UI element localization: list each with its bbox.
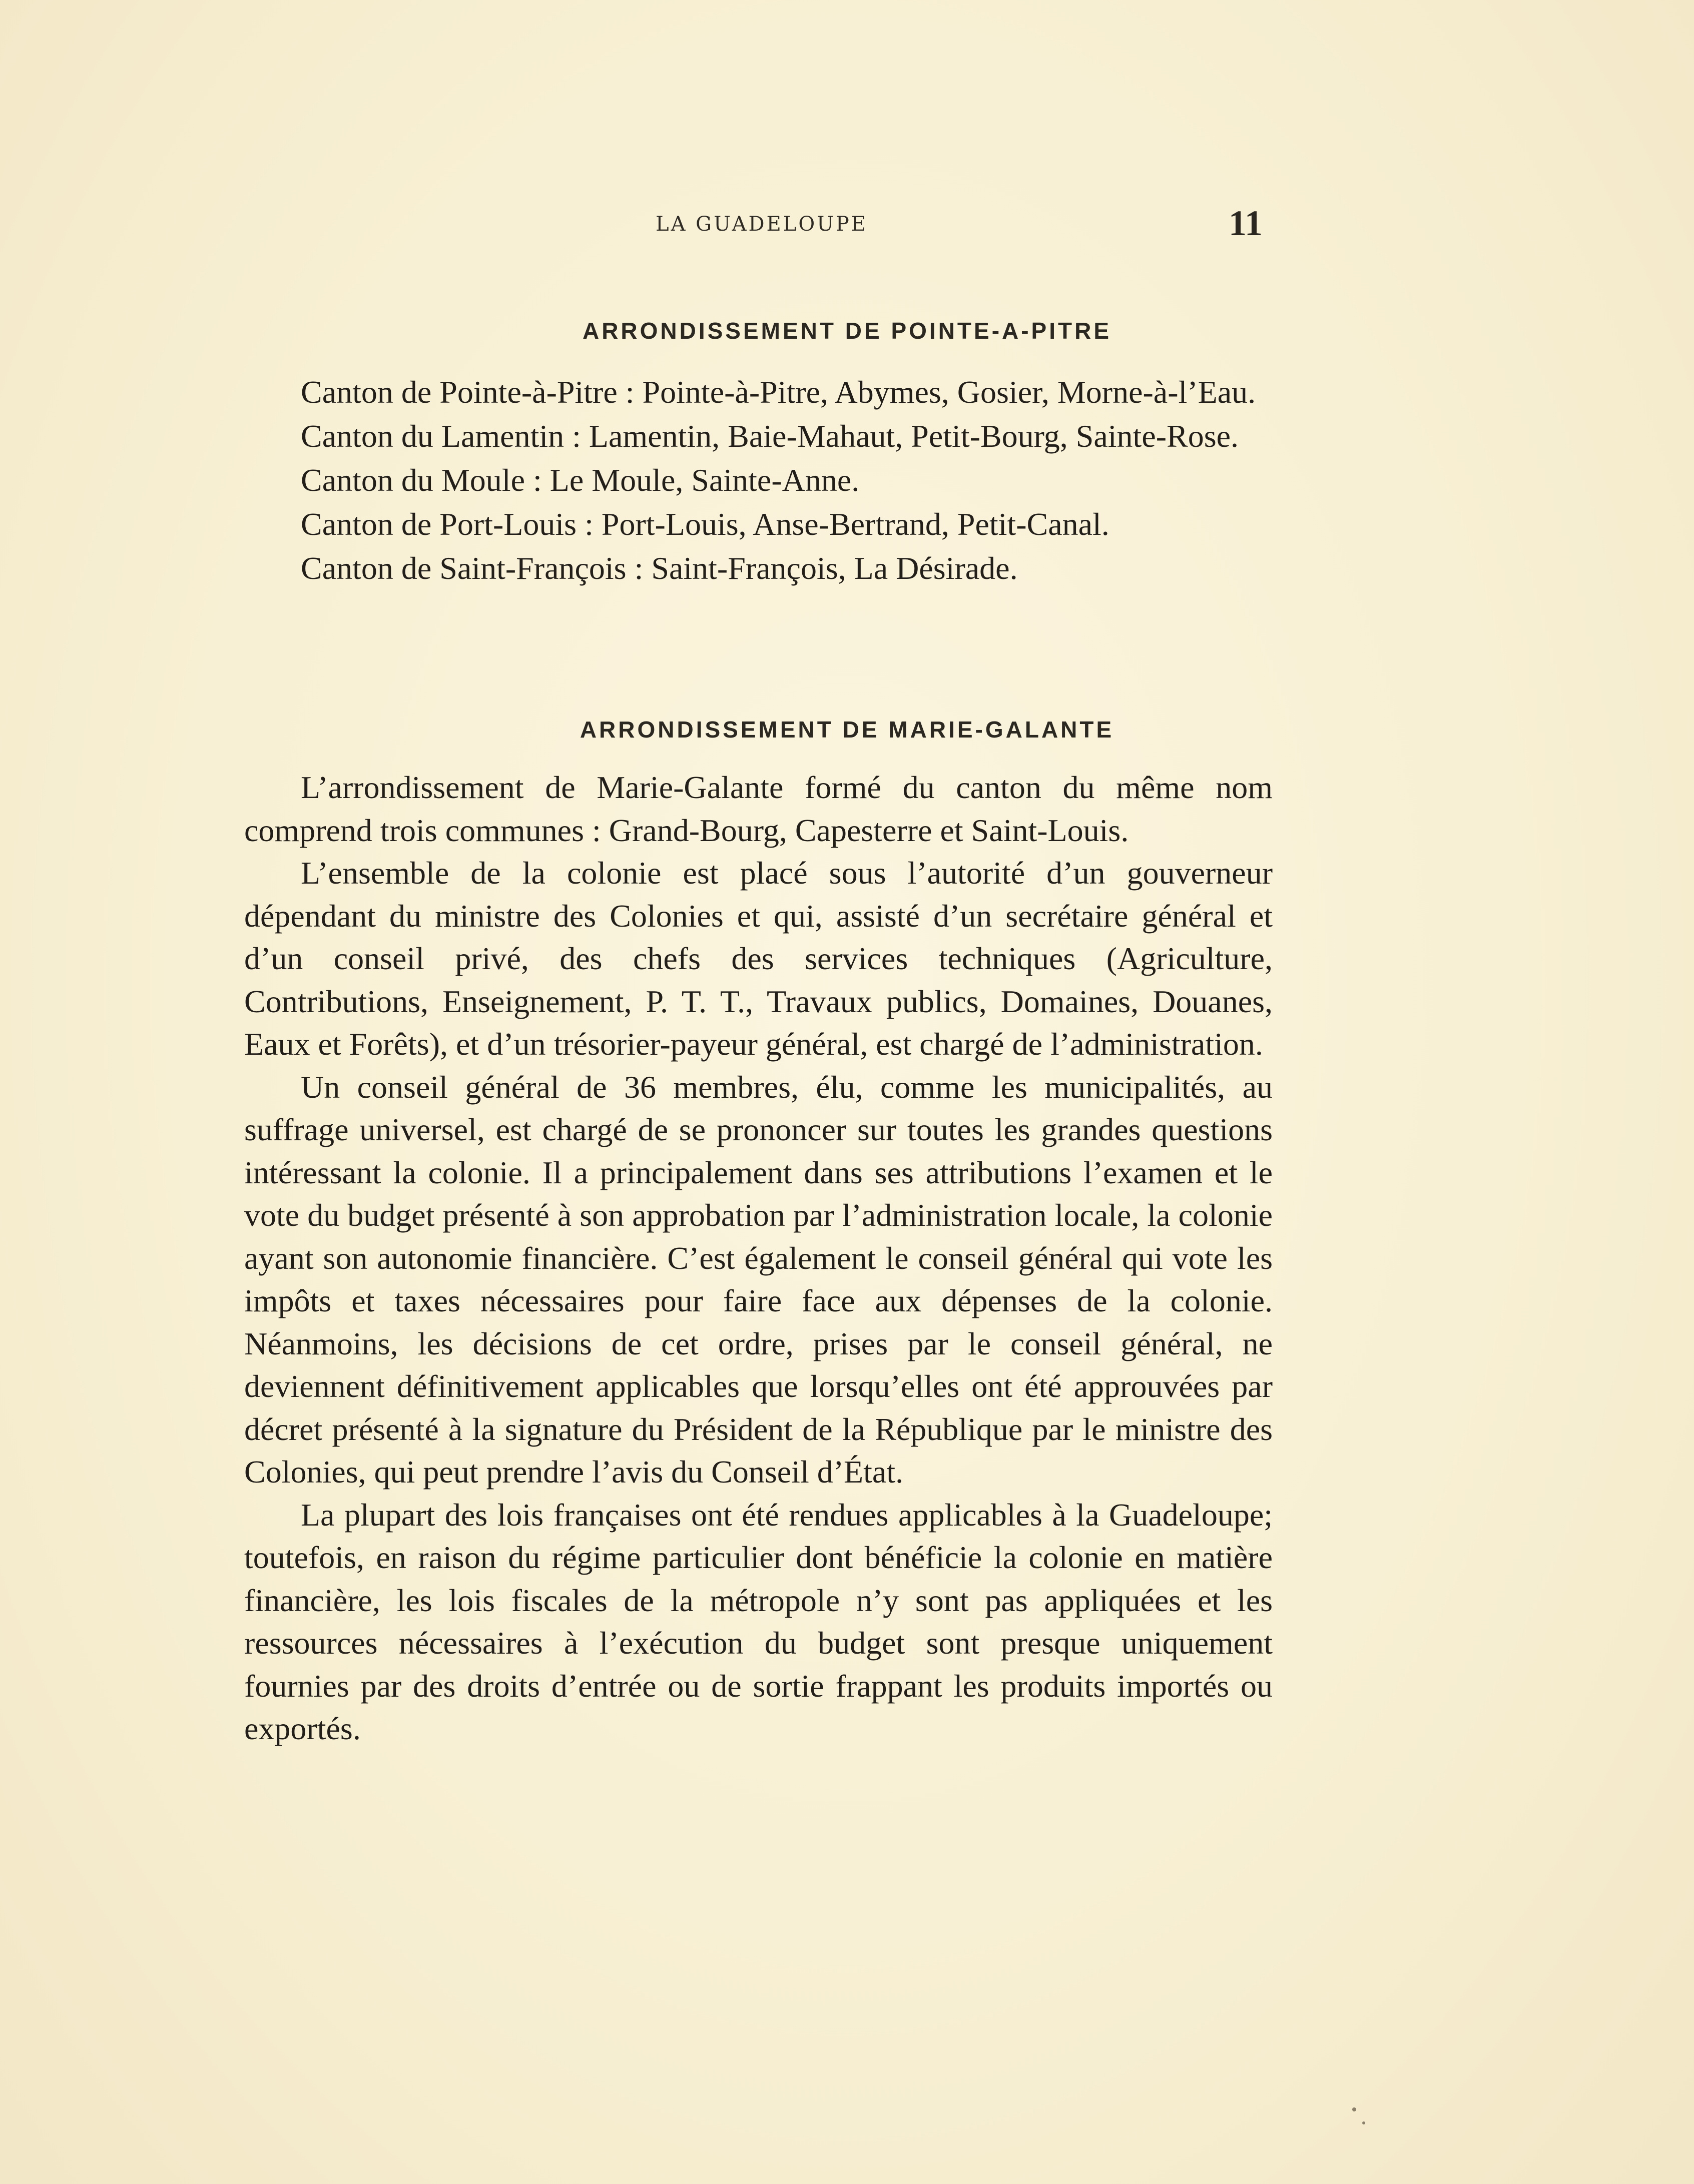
running-title: LA GUADELOUPE — [656, 213, 868, 236]
paragraph: La plupart des lois françaises ont été rendues applicables à la Guadeloupe; toutefois, en raison du régime particulier dont bénéficie la colonie en matière financière, les lois fiscales de la métropole n’y sont pas appliquées et les ressources nécessaires à l’exécution du budget sont presque uniquement fournies par des droits d’entrée ou de sortie frappant les produits importés ou exportés. — [244, 1497, 1273, 1746]
canton-list — [244, 370, 1273, 590]
paragraph: Canton de Saint-François : Saint-François, La Désirade. — [301, 550, 1018, 586]
paper-speck — [1352, 2107, 1356, 2111]
section-heading-marie-galante: ARRONDISSEMENT DE MARIE-GALANTE — [580, 716, 1114, 743]
paragraph: Canton du Moule : Le Moule, Sainte-Anne. — [301, 462, 860, 498]
paper-speck — [1362, 2121, 1365, 2124]
paragraph: Canton du Lamentin : Lamentin, Baie-Mahaut, Petit-Bourg, Sainte-Rose. — [301, 418, 1239, 454]
paragraph: Un conseil général de 36 membres, élu, comme les municipalités, au suffrage universel, est chargé de se prononcer sur toutes les grandes questions intéressant la colonie. Il a principalement dans ses attributions l’examen et le vote du budget présenté à son approbation par l’administration locale, la colonie ayant son autonomie financière. C’est également le conseil général qui vote les impôts et taxes nécessaires pour faire face aux dépenses de la colonie. Néanmoins, les décisions de cet ordre, prises par le conseil général, ne deviennent définitivement applicables que lorsqu’elles ont été approuvées par décret présenté à la signature du Président de la République par le ministre des Colonies, qui peut prendre l’avis du Conseil d’État. — [244, 1069, 1273, 1490]
paragraph: Canton de Pointe-à-Pitre : Pointe-à-Pitre, Abymes, Gosier, Morne-à-l’Eau. — [301, 374, 1256, 410]
paragraph: Canton de Port-Louis : Port-Louis, Anse-Bertrand, Petit-Canal. — [301, 506, 1109, 542]
section-heading-pointe-a-pitre: ARRONDISSEMENT DE POINTE-A-PITRE — [582, 318, 1112, 344]
paragraph: L’arrondissement de Marie-Galante formé du canton du même nom comprend trois communes : Grand-Bourg, Capesterre et Saint-Louis. — [244, 770, 1273, 848]
page-number: 11 — [1229, 203, 1263, 243]
body-text — [244, 766, 1273, 1750]
paragraph: L’ensemble de la colonie est placé sous l’autorité d’un gouverneur dépendant du ministre des Colonies et qui, assisté d’un secrétaire général et d’un conseil privé, des chefs des services techniques (Agriculture, Contributions, Enseignement, P. T. T., Travaux publics, Domaines, Douanes, Eaux et Forêts), et d’un trésorier-payeur général, est chargé de l’administration. — [244, 855, 1273, 1062]
